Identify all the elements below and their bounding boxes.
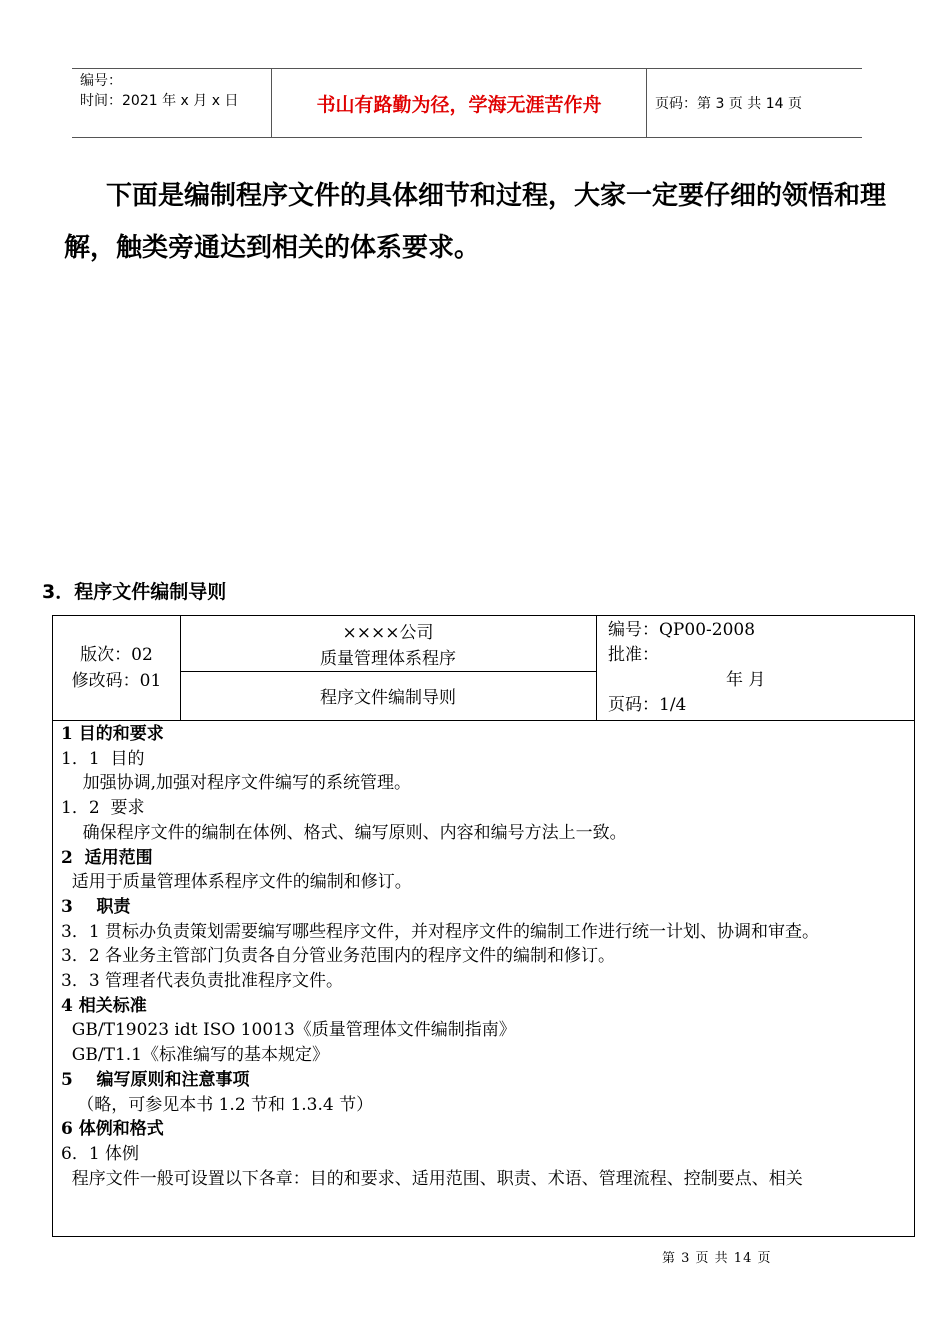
version-cell bbox=[53, 616, 181, 720]
page-count: 页码：1/4 bbox=[608, 695, 687, 715]
section-heading: 2 适用范围 bbox=[61, 847, 153, 868]
body-line: 3．1 贯标办负责策划需要编写哪些程序文件，并对程序文件的编制工作进行统一计划、协调和审查。 bbox=[61, 921, 820, 942]
body-line: 3．2 各业务主管部门负责各自分管业务范围内的程序文件的编制和修订。 bbox=[61, 946, 616, 967]
header-time-label: 时间：2021 年 x 月 x 日 bbox=[80, 93, 239, 109]
doc-title: 程序文件编制导则 bbox=[320, 688, 456, 708]
header-number-label: 编号： bbox=[80, 73, 122, 89]
version-text: 版次：02 bbox=[80, 645, 153, 665]
company-name: ××××公司 bbox=[342, 623, 434, 643]
header-meta bbox=[72, 69, 272, 137]
title-cell bbox=[180, 616, 597, 720]
header-motto: 书山有路勤为径，学海无涯苦作舟 bbox=[272, 69, 647, 137]
body-line: GB/T19023 idt ISO 10013《质量管理体文件编制指南》 bbox=[61, 1020, 516, 1041]
body-line: 3．3 管理者代表负责批准程序文件。 bbox=[61, 971, 344, 992]
page-header bbox=[72, 68, 862, 138]
body-line: 确保程序文件的编制在体例、格式、编写原则、内容和编号方法上一致。 bbox=[61, 822, 627, 843]
system-title: 质量管理体系程序 bbox=[320, 649, 456, 669]
body-line: GB/T1.1《标准编写的基本规定》 bbox=[61, 1045, 329, 1066]
body-line: 适用于质量管理体系程序文件的编制和修订。 bbox=[61, 872, 412, 893]
intro-paragraph: 下面是编制程序文件的具体细节和过程，大家一定要仔细的领悟和理解，触类旁通达到相关的体系要求。 bbox=[64, 181, 887, 263]
document-body bbox=[61, 722, 907, 1191]
section-heading: 4 相关标准 bbox=[61, 995, 147, 1016]
document-table-header bbox=[53, 616, 914, 721]
header-page-info: 页码：第 3 页 共 14 页 bbox=[655, 96, 802, 112]
page-footer: 第 3 页 共 14 页 bbox=[662, 1251, 772, 1266]
body-line: 1．1 目的 bbox=[61, 748, 145, 769]
body-line: 1．2 要求 bbox=[61, 798, 145, 819]
body-line: 程序文件一般可设置以下各章：目的和要求、适用范围、职责、术语、管理流程、控制要点、相关 bbox=[61, 1168, 803, 1189]
section-heading: 1 目的和要求 bbox=[61, 724, 164, 744]
revision-text: 修改码：01 bbox=[71, 671, 162, 691]
body-line: 6．1 体例 bbox=[61, 1143, 140, 1164]
section-heading: 6 体例和格式 bbox=[61, 1119, 164, 1140]
section-heading: 3 职责 bbox=[61, 896, 131, 917]
year-month: 年 月 bbox=[726, 670, 766, 690]
section-heading: 5 编写原则和注意事项 bbox=[61, 1069, 250, 1090]
company-block bbox=[180, 616, 596, 672]
document-table bbox=[52, 615, 915, 1237]
body-line: （略，可参见本书 1.2 节和 1.3.4 节） bbox=[61, 1094, 374, 1115]
section-title: 3．程序文件编制导则 bbox=[42, 581, 227, 603]
approve-label: 批准： bbox=[608, 645, 659, 665]
body-line: 加强协调,加强对程序文件编写的系统管理。 bbox=[61, 773, 412, 794]
info-cell bbox=[608, 618, 765, 718]
doc-number: 编号：QP00-2008 bbox=[608, 620, 756, 640]
